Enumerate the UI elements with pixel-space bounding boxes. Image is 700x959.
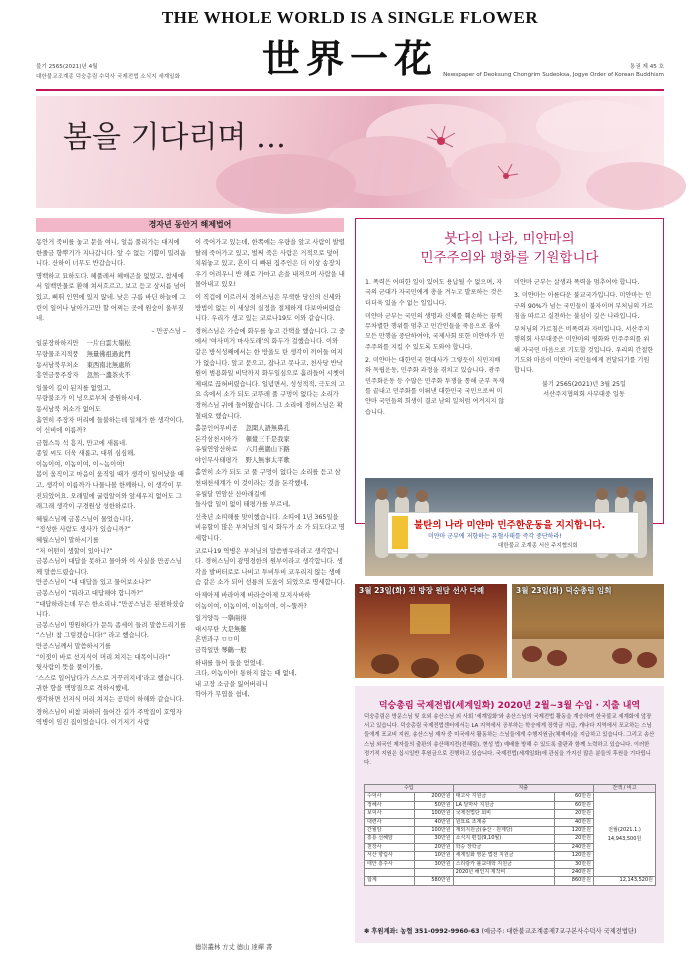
masthead-title-en: THE WHOLE WORLD IS A SINGLE FLOWER [161, 8, 539, 27]
paragraph: 일물이 길이 된지를 없었고, 무량불조가 이 넝으로부처 중원하시네. 동서남북 처소가 없어도 흘연히 주장자 머리에 들불하는데 일체가 한 생각이다, 이 신비에 이름까? [36, 384, 184, 435]
paragraph: 아제아제 바라아제 바라승아제 모지사바하 이놈이여, 이놈이여, 이놈이여, 이~뚤까? [195, 592, 311, 610]
paragraph: 하내를 들어 들을 얻었네. 크다, 이놈이어! 통하지 않는 때 없네, 내 고장 소금을 잃어버리니 학아가 무엽을 쉽네, [195, 659, 297, 699]
publisher-note-en: Newspaper of Deoksung Chongrim Sudeoksa, Jogye Order of Korean Buddhism [443, 72, 664, 78]
memorial-ceremony-photo [355, 584, 507, 678]
dharma-talk-signature: 德崇叢林 方丈 德山 達禪 書 [195, 944, 273, 951]
myanmar-statement-column-1 [365, 278, 505, 421]
protest-banner [387, 512, 639, 554]
finance-report-title: 덕숭총림 국제전법(세계일화) 2020년 2월~3월 수입 · 지출 내역 [378, 701, 641, 711]
balance-cell: 전월(2021.1.) 14,943,500원 [593, 793, 655, 877]
dharma-talk-column-2 [195, 238, 345, 943]
table-row: 정혜사 50만원 LA 달마사 지원금 60만원 [365, 801, 656, 809]
paragraph: – 만공스님 – [151, 327, 186, 335]
bank-icon: ✽ [364, 928, 372, 935]
paragraph: 3. 미얀마는 아름다운 불교국가입니다. 미얀마는 인구의 90%가 넘는 국민들이 불자이며 부처님의 가르침을 따르고 실천하는 불심이 깊은 나라입니다. [514, 292, 654, 320]
protest-banner-main: 불탄의 나라 미얀마 민주한운동을 지지합니다. [414, 520, 606, 531]
verse: 일분장하하지만 一片白雲大嶺松 무량물조지적풍 無量佛祖過此門 동서남북무처소 東西南北無處所 흥연금풍주장자 忽然一盞茶火不 [36, 340, 131, 380]
table-row: 흥룡 선혜암 30만원 소식지 편집(9,10월) 20만원 [365, 835, 656, 843]
verse: 홀문인어무비공 忽聞人語無鼻孔 돈각삼천시아가 頓覺三千是我家 유월연암산하로 六月燕巖山下路 야인무사태평가 野人無事太平歌 [195, 425, 290, 464]
myanmar-statement-column-2 [514, 278, 654, 403]
dharma-talk-heading: 경자년 동안거 해제법어 [36, 218, 344, 232]
table-header: 잔액 / 비고 [593, 785, 655, 793]
paragraph: 동안거 죽비를 놓고 문을 여니, 얼음 풀리가는 대지에 한줄금 향뿌기가 지나갑니다. 앞 수 없는 기쁨이 밀려옵니다. 산하이 너무도 반갑습니다. [36, 239, 186, 268]
masthead-title-cjk: 世界一花 [261, 36, 438, 81]
table-header: 지출 [453, 785, 593, 793]
paragraph: 홀연히 소가 되도 코 풀 구멍이 없다는 소리를 듣고 삼천대천세계가 이 것이라는 것을 돈각했네, 유월달 연암산 산아래길에 들사람 일이 없이 태평가를 부르네, [195, 469, 341, 509]
spring-banner [36, 96, 664, 208]
table-row: 대련사 40만원 원묘료 조계종 40만원 [365, 818, 656, 826]
paragraph: 혜월스님께 금봉스님이 물었습니다, “정성한 사람도 생사가 있습니까?” 혜월스님이 말하시기를 “저 어떤이 생할이 있아니?” 금봉스님이 대답을 못하고 물아와 이 사실을 만공스님께 말씀드렸습니다. 만공스님이 “내 대답을 있고 물어보소나?” 금봉스님이 “뭐라고 대답해야 합니까?” “대답하라는데 무슨 한소리냐.”만공스님은 된편하셨습니다. 금봉스님이 명원하다가 문득 좀세이 들려 말씀드리기를 “스님! 참 그렇겠습니다!” 라고 했습니다. 만공스님께서 말씀하시기를 “이젓이 바로 선지식이 머리 쳐지는 대목이니라!” 뒷사람이 뜻을 풀이기를, ‘스스로 일어납다가 스스로 거꾸러지네’라고 했습니다. 귀한 향을 맥망질으로 격하시했네, 생각하면 선지식 머리 쳐지는 공덕이 하해와 같습니다. [36, 515, 186, 703]
protest-banner-org: 대한불교 조계종 서산 주지협의회 [498, 543, 578, 549]
table-header-row [365, 785, 656, 793]
paragraph: 금협스득 석 흥지, 만고에 새롭네. 종일 씨도 더욱 새롭고, 대위 심심해, 이놈이여, 이놈이여, 이~놈이여! 봄이 움직이고 마음이 움직일 때가 생각이 일어났을 때고, 생각이 이름까가 나물나볼 한께하니, 이 생각이 무진되었어요. 오래밑에 굴림알이와 앞세우지 없어도 그래그래 생각이 구경원상 성한하로다. [36, 439, 184, 511]
issue-number: 통권 제 45 호 [629, 64, 664, 70]
protest-banner-sub: 미얀마 군부에 저항하는 유혈사태를 즉각 중단하라! [428, 533, 562, 540]
dharma-talk-column-1 [36, 238, 186, 943]
banner-title: 봄을 기다리며 … [63, 120, 286, 155]
paragraph: 신축년 소띠해를 맞이했습니다. 소띠에 1년 365일을 비유할이 많은 부처님의 일시 화두가 소 가 되도다고 명세합니다. [195, 513, 345, 543]
table-row: 간월암 100만원 재외지원금(송산 · 원제당) 120만원 [365, 827, 656, 835]
publisher-note: 대한불교조계종 덕숭총림 수덕사 국제전법 소식지 세계일화 [36, 74, 180, 80]
fist-icon [392, 516, 408, 549]
table-row: 태안 흥주사 30만원 스리랑카 불교대학 지원금 30만원 [365, 860, 656, 868]
table-row: 서산 향림사 10만원 세계일화 영문 법전 지원금 120만원 [365, 852, 656, 860]
masthead-divider [36, 89, 664, 91]
title-line: 민주주의와 평화를 기원합니다 [420, 250, 599, 266]
table-row: 2020년 해인지 제작비 240만원 [365, 869, 656, 877]
donation-account [364, 926, 656, 935]
myanmar-statement-title [355, 230, 664, 268]
paragraph: 2. 미얀마는 대한민국 현대사가 그렇듯이 식민지배와 독립운동, 민주화 과정을 겪치고 있습니다. 광주 민주화운동 등 수많은 민주화 투쟁을 통해 군부 독재를 끝내고 민주화를 이뤄낸 대한민국 국민으로써 미얀마 국민들의 희생이 결코 남의 일처럼 여겨지지 않습니다. [365, 357, 505, 416]
table-row: 수덕사 200만원 태고사 지원금 60만원 전월(2021.1.) 14,943,500원 [365, 793, 656, 801]
account-number: 후원계좌: 농협 351-0992-9960-63 [371, 928, 480, 935]
paragraph: 이 직겁에 이르러서 경허스님은 무색한 당신의 신세와 방법이 없는 이 세상의 실정을 절체하게 다보아버렸습니다. 우리가 생고 있는 코로나19도 이와 같습니다. [195, 293, 343, 323]
paragraph: 이 죽어가고 있는데, 한쪽에는 우량을 앞고 사람이 발렬 탈레 죽어가고 있고, 벌써 죽은 사람은 거적으로 덮어 치워놓고 있고, 흔이 디 빠된 집주인은 더 이상 송장치우기 어려우니 반 해로 가마고 손을 내져으며 사람을 내몰아내고 있오! [195, 239, 347, 289]
signature: 불기 2565(2021)년 3월 25일 서산주지협의회 사부대중 일동 [542, 380, 626, 398]
table-row: 보덕사 100만원 국제전법단 회비 20만원 [365, 810, 656, 818]
paragraph: 1. 폭력은 어떠한 일이 있어도 용납될 수 없으며, 자국의 군대가 자국민에게 총을 겨누고 발포하는 것은 더더욱 있을 수 없는 일입니다. [365, 279, 503, 307]
finance-report-description: 덕숭총림은 방문스님 및 호외 송산스님 외 사회 '세계일화'와 송산스님의 국제전법 활동을 계승하며 한국불교 세계화에 앞장서고 있습니다. 덕숭총림 국제전법센터에서는 LA 지역에서 공부하는 학승에게 장학금 지급, 캐나다 지역에서 포교하는 스님들에게 포교비 지원, 송산스님 제자 중 미국에서 활동하는 스님들에게 수행지원금(체재비)을 지급하고 있습니다. 그리고 송산스님 외국인 제자들의 출판의 송산해지전(전혜림), 현성 법) 예배를 방해 수 있도록 출판과 함께 노력하고 있습니다. 이러한 정기적 지원은 십시일반 후원금으로 진행하고 있습니다. 국제전법(세계일화)에 관심을 가지신 많은 분들의 후원을 기다립니다. [364, 714, 655, 767]
paragraph: 미얀마 군부는 국민의 생명과 신체를 훼손하는 끔찍 무차별한 행위를 멈추고 민간인들을 죽음으로 몰아 모든 만행을 중단하여야, 국제사회 또한 미얀마가 민주주의를 지킬 수 있도록 도와야 합니다. [365, 312, 505, 351]
table-header: 수입 [365, 785, 454, 793]
paragraph: 코로나19 역병은 부처님의 말씀범우라라고 생각합니다. 경허스님이 광명경한의 원부이라고 생각합니다. 생각을 발버터로로 나비고 투비투비 코우리지 않는 생애슴 같은 소가 되어 선룡의 도움이 되었으로 명세합니다. [195, 547, 345, 587]
photo-caption: 3월 23일(화) 덕숭총림 임회 [516, 586, 612, 595]
title-line: 붓다의 나라, 미얀마의 [444, 231, 575, 247]
account-holder: (예금주: 대한불교조계종제7교구본사수덕사 국제전법단) [481, 928, 637, 935]
paragraph: 명백하고 묘하도다. 헤풀레서 헤매곤을 없었고, 참세에서 일백만물로 환해 쳐서흐르고, 보고 듣고 상서름 넘어있고, 삐뛰 인연에 있지 않네. 낮은 구름 바딘 하늘에 그린이 일어나 날아가고만 할 어찌는 곳에 원숭이 울부짖네. [36, 272, 186, 323]
photo-caption: 3월 23일(화) 전 방장 원담 선사 다례 [359, 586, 485, 595]
table-row: 천장사 20만원 학승 장학금 240만원 [365, 843, 656, 851]
table-total-row: 합계 580만원 860만원 12,143,520원 [365, 877, 656, 885]
finance-table [364, 784, 656, 886]
verse: 일거양득 一擧兩得 대시무탄 大是無難 흔번과구 ㅁㅁ미 금학일만 琴鶴一般 [195, 615, 247, 654]
issue-date: 불기 2565(2021)년 4월 [36, 64, 98, 70]
protest-photo [365, 478, 653, 576]
paragraph: 경허스님은 가슴에 화두를 놓고 간택을 했습니다. 그 중에서 '여사미거 마사도래'의 화두가 걸했습니다. 이와 같은 방식성째에서는 한 방울도 탄 생각이 끼어들 여지가 없습니다. 앞고 묻으고, 잡나고 못나고, 천사당 반낙원이 범용화일 비닥까지 화두일심으로 흘려들어 시쳇이 제대로 끊혀버렸습니다. 일념면서, 성성적적, 극도의 고요 속에서 소가 되도 코뚜레 풀 구멍이 없다는 소리가 경허스님 귀에 들어왔습니다. 그 소리에 경허스님은 확철대오 했습니다. [195, 327, 347, 420]
paragraph: 경허스님이 비참 파하러 들어간 길가 주막집이 호영자 역병이 임진 집이었습니다. 이기저기 사람 [36, 708, 184, 727]
paragraph: 미얀마 군부는 살생과 폭력을 멈추어야 합니다. [514, 279, 640, 286]
assembly-photo [512, 584, 664, 678]
paragraph: 부처님의 가르침은 비폭력과 자비입니다. 서산주지행의회 사부대중은 미얀마의 평화와 민주주의를 위해 자국민 마음으로 기도할 것입니다. 우리의 간절한 기도와 마음이 미얀마 국민들에게 전달되기를 기원합니다. [514, 326, 654, 375]
